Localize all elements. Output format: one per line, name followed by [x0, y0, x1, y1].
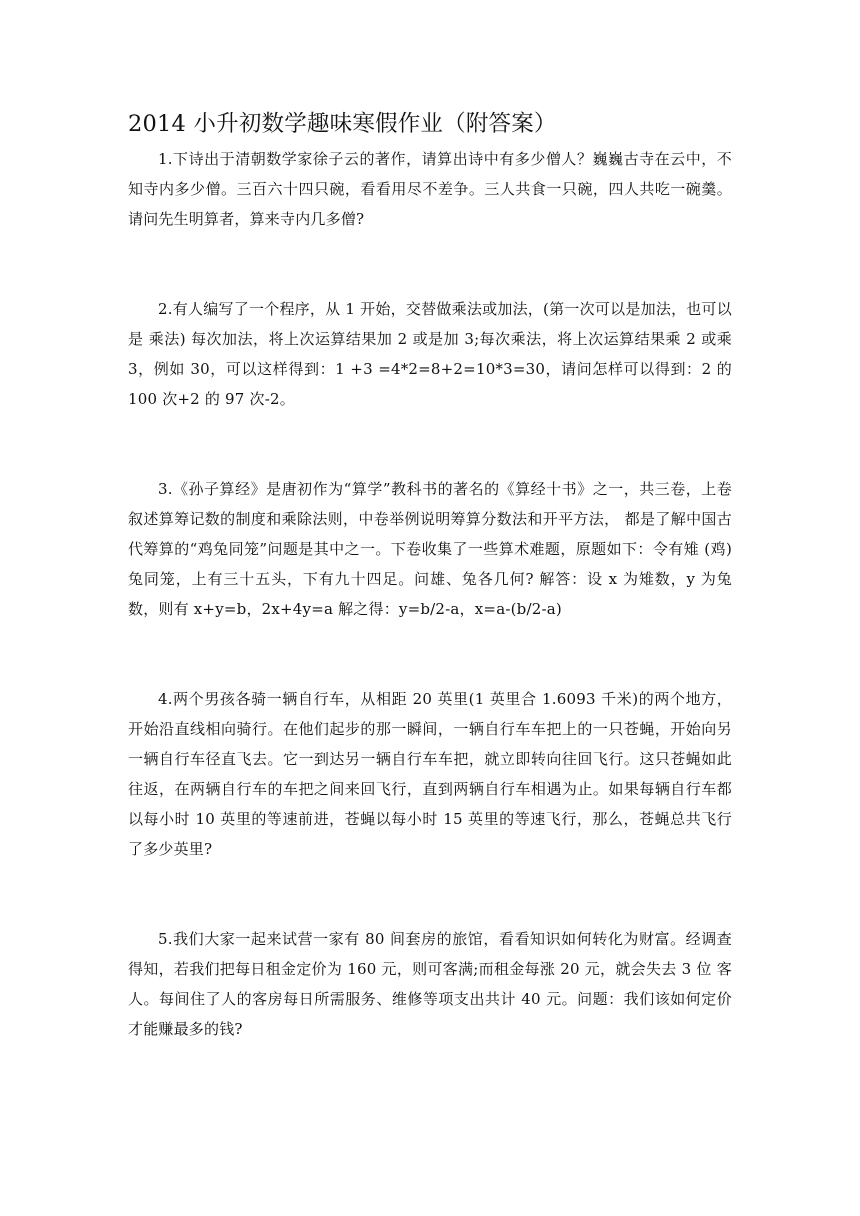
problem-5: 5.我们大家一起来试营一家有 80 间套房的旅馆，看看知识如何转化为财富。经调查得知，若我们把每日租金定价为 160 元，则可客满;而租金每涨 20 元，就会失去 3 位 客人。每间住了人的客房每日所需服务、维修等项支出共计 40 元。问题：我们该如何定价才能赚最多的钱?: [128, 930, 732, 1038]
spacer: [128, 414, 732, 474]
spacer: [128, 624, 732, 684]
spacer: [128, 864, 732, 924]
problem-2: 2.有人编写了一个程序，从 1 开始，交替做乘法或加法，(第一次可以是加法，也可以是 乘法) 每次加法，将上次运算结果加 2 或是加 3;每次乘法，将上次运算结果乘 2 或乘 3，例如 30，可以这样得到：1 +3 =4*2=8+2=10*3=30，请问怎样可以得到：2 的 100 次+2 的 97 次-2。: [128, 300, 732, 408]
document-title: 2014 小升初数学趣味寒假作业（附答案）: [128, 111, 557, 137]
document-page: [128, 108, 732, 1044]
problem-3: 3.《孙子算经》是唐初作为“算学”教科书的著名的《算经十书》之一，共三卷，上卷叙述算筹记数的制度和乘除法则，中卷举例说明筹算分数法和开平方法， 都是了解中国古代筹算的“鸡兔同笼”问题是其中之一。下卷收集了一些算术难题，原题如下：令有雉 (鸡) 兔同笼，上有三十五头，下有九十四足。问雄、兔各几何? 解答：设 x 为雉数，y 为兔数，则有 x+y=b，2x+4y=a 解之得：y=b/2-a，x=a-(b/2-a): [128, 480, 732, 618]
problem-1: 1.下诗出于清朝数学家徐子云的著作，请算出诗中有多少僧人？巍巍古寺在云中，不知寺内多少僧。三百六十四只碗，看看用尽不差争。三人共食一只碗，四人共吃一碗羹。请问先生明算者，算来寺内几多僧?: [128, 150, 732, 228]
spacer: [128, 234, 732, 294]
problem-4: 4.两个男孩各骑一辆自行车，从相距 20 英里(1 英里合 1.6093 千米)的两个地方，开始沿直线相向骑行。在他们起步的那一瞬间，一辆自行车车把上的一只苍蝇，开始向另一辆自行车径直飞去。它一到达另一辆自行车车把，就立即转向往回飞行。这只苍蝇如此往返，在两辆自行车的车把之间来回飞行，直到两辆自行车相遇为止。如果每辆自行车都以每小时 10 英里的等速前进，苍蝇以每小时 15 英里的等速飞行，那么，苍蝇总共飞行了多少英里?: [128, 690, 732, 858]
